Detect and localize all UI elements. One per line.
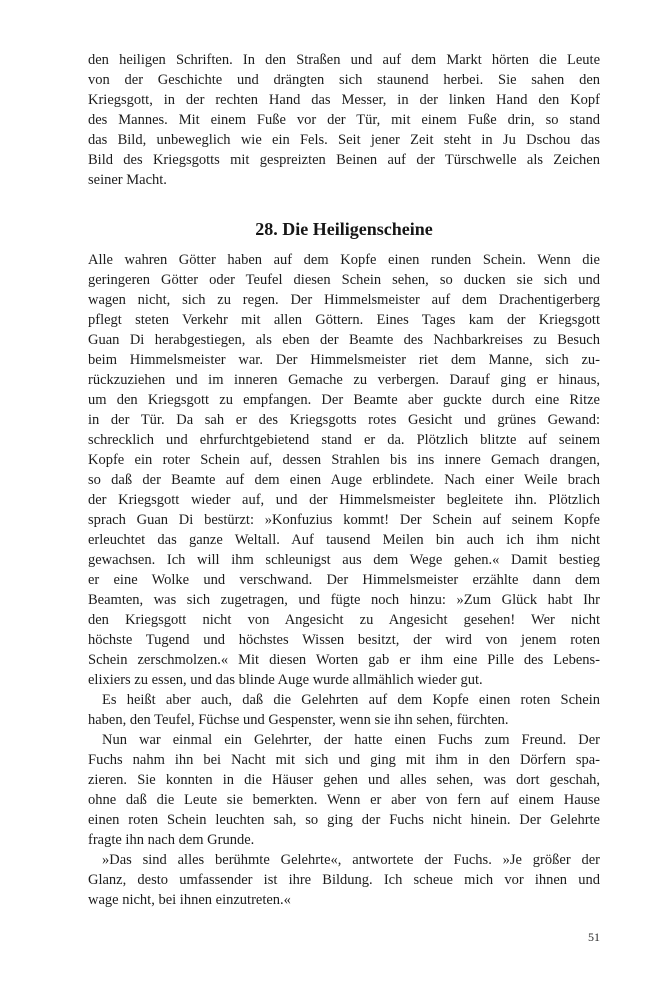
text-line: in der Tür. Da sah er des Kriegsgotts rotes Gesicht und grünes Gewand: bbox=[88, 412, 600, 428]
text-line: Bild des Kriegsgotts mit gespreizten Beinen auf der Türschwelle als Zeichen bbox=[88, 152, 600, 168]
text-block bbox=[88, 50, 600, 910]
text-line: beim Himmelsmeister war. Der Himmelsmeister riet dem Manne, sich zu- bbox=[88, 352, 600, 368]
paragraph bbox=[88, 50, 600, 190]
text-line: schrecklich und ehrfurchtgebietend stand er da. Plötzlich blitzte auf seinem bbox=[88, 432, 600, 448]
text-line: den Kriegsgott nicht von Angesicht zu Angesicht gesehen! Wer nicht bbox=[88, 612, 600, 628]
text-line: pflegt steten Verkehr mit allen Göttern. Eines Tages kam der Kriegsgott bbox=[88, 312, 600, 328]
text-line: rückzuziehen und im inneren Gemache zu verbergen. Darauf ging er hinaus, bbox=[88, 372, 600, 388]
text-line: Glanz, desto umfassender ist ihre Bildung. Ich scheue mich vor ihnen und bbox=[88, 872, 600, 888]
text-line: gewachsen. Ich will ihm schleunigst aus dem Wege gehen.« Damit bestieg bbox=[88, 552, 600, 568]
text-line: von der Geschichte und drängten sich staunend herbei. Sie sahen den bbox=[88, 72, 600, 88]
text-line: Nun war einmal ein Gelehrter, der hatte einen Fuchs zum Freund. Der bbox=[102, 732, 600, 748]
text-line: um den Kriegsgott zu empfangen. Der Beamte aber guckte durch eine Ritze bbox=[88, 392, 600, 408]
text-line: des Mannes. Mit einem Fuße vor der Tür, mit einem Fuße drin, so stand bbox=[88, 112, 600, 128]
text-line: er eine Wolke und verschwand. Der Himmelsmeister erzählte dann dem bbox=[88, 572, 600, 588]
text-line: zieren. Sie konnten in die Häuser gehen und alles sehen, was dort geschah, bbox=[88, 772, 600, 788]
text-line: erleuchtet das ganze Weltall. Auf tausend Meilen bin auch ich ihm nicht bbox=[88, 532, 600, 548]
text-line: so daß der Beamte auf dem einen Auge erblindete. Nach einer Weile brach bbox=[88, 472, 600, 488]
text-line: wage nicht, bei ihnen einzutreten.« bbox=[88, 892, 291, 908]
text-line: den heiligen Schriften. In den Straßen und auf dem Markt hörten die Leute bbox=[88, 52, 600, 68]
text-line: »Das sind alles berühmte Gelehrte«, antwortete der Fuchs. »Je größer der bbox=[102, 852, 600, 868]
text-line: Fuchs nahm ihn bei Nacht mit sich und ging mit ihm in den Dörfern spa- bbox=[88, 752, 600, 768]
text-line: geringeren Götter oder Teufel diesen Schein sehen, so ducken sie sich und bbox=[88, 272, 600, 288]
text-line: Es heißt aber auch, daß die Gelehrten auf dem Kopfe einen roten Schein bbox=[102, 692, 600, 708]
text-line: Beamten, was sich zugetragen, und fügte noch hinzu: »Zum Glück habt Ihr bbox=[88, 592, 600, 608]
text-line: fragte ihn nach dem Grunde. bbox=[88, 832, 255, 848]
text-line: Kriegsgott, in der rechten Hand das Messer, in der linken Hand den Kopf bbox=[88, 92, 600, 108]
text-line: das Bild, unbeweglich wie ein Fels. Seit jener Zeit steht in Ju Dschou das bbox=[88, 132, 600, 148]
text-line: der Kriegsgott wieder auf, und der Himmelsmeister begleitete ihn. Plötzlich bbox=[88, 492, 600, 508]
text-line: seiner Macht. bbox=[88, 172, 167, 188]
paragraph bbox=[88, 250, 600, 690]
paragraph bbox=[88, 850, 600, 910]
text-line: ohne daß die Leute sie bemerkten. Wenn er aber von fern auf einem Hause bbox=[88, 792, 600, 808]
text-line: Kopfe ein roter Schein auf, dessen Strahlen bis ins innere Gemach drangen, bbox=[88, 452, 600, 468]
page-number: 51 bbox=[588, 930, 600, 944]
text-line: haben, den Teufel, Füchse und Gespenster, wenn sie ihn sehen, fürchten. bbox=[88, 712, 509, 728]
text-line: sprach Guan Di bestürzt: »Konfuzius kommt! Der Schein auf seinem Kopfe bbox=[88, 512, 600, 528]
paragraph bbox=[88, 730, 600, 850]
text-line: elixiers zu essen, und das blinde Auge wurde allmählich wieder gut. bbox=[88, 672, 483, 688]
text-line: Schein zerschmolzen.« Mit diesen Worten gab er ihm eine Pille des Lebens- bbox=[88, 652, 600, 668]
text-line: einen roten Schein leuchten sah, so ging der Fuchs nicht hinein. Der Gelehrte bbox=[88, 812, 600, 828]
paragraph bbox=[88, 690, 600, 730]
text-line: Alle wahren Götter haben auf dem Kopfe einen runden Schein. Wenn die bbox=[88, 252, 600, 268]
text-line: Guan Di herabgestiegen, als eben der Beamte des Nachbarkreises zu Besuch bbox=[88, 332, 600, 348]
text-line: wagen nicht, sich zu regen. Der Himmelsmeister auf dem Drachentigerberg bbox=[88, 292, 600, 308]
text-line: höchste Tugend und höchstes Wissen besitzt, der wird von jenem roten bbox=[88, 632, 600, 648]
chapter-heading: 28. Die Heiligenscheine bbox=[255, 219, 433, 239]
